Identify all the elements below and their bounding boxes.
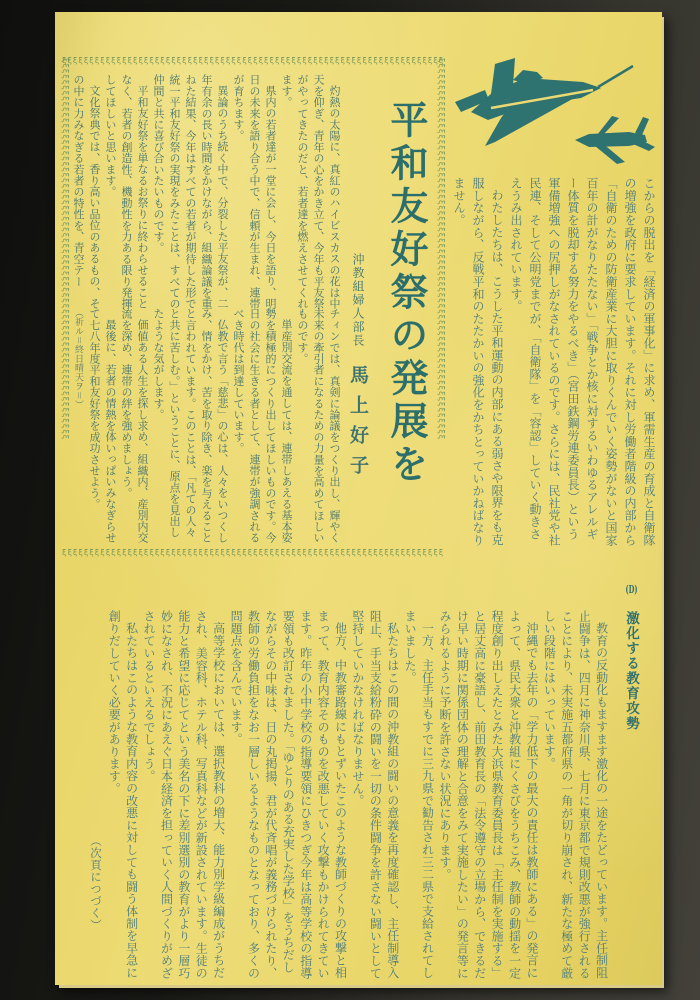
intro-text-block — [448, 177, 658, 549]
lead-text-lower — [66, 308, 342, 548]
paragraph: チィンでは、真剣に論議をつくり出し、輝やく未来の牽引者になるための力量を高めてほしいものです。 — [296, 308, 341, 544]
section-label: (D) — [625, 584, 638, 595]
section-d-block — [107, 584, 640, 984]
article-author — [345, 253, 372, 485]
paragraph: こからの脱出を「経済の軍事化」に求め、軍需生産の育成と自衛隊の増強を政府に要求しています。それに対し労働者階級の内部から「自衛のための防衛産業に大胆に取りくんでいく姿勢がないと国家百年の計がなりたたない」「戦争とか核に対するいわゆるアレルギー体質を脱却する努力をやるべき」（宮田鉄鋼労連委員長）という軍備増強への尻押しがなされているのです。さらには、民社党や社民連、そして公明党までが、「自衛隊」を「容認」していく動きさえうみ出されています。 — [509, 177, 656, 546]
swept-wing-jet-icon — [575, 116, 655, 164]
feature-box — [60, 56, 446, 558]
lead-text-upper — [66, 74, 342, 312]
paragraph: 一方、主任手当もすでに三九県で勧告され三二県で支給されてしまいました。 — [403, 610, 435, 979]
prayer-note: （祈ル＝終日晴天ヲ＝） — [73, 308, 83, 410]
paragraph: 他方、中教審路線にもとずいたこのような教師づくりの攻撃と相まって、教育内容そのものを改悪していく攻撃もかけられてきています。昨年の小中学校の指導要領にひきつぎ今年は高等学校の指導要領も改訂されました。「ゆとりのある充実した学校」をうちだしながらその中味は、日の丸掲揚、君が代斉唱が義務づけられたり、教師の労働負担をなお一層しいるようなものとなっており、多くの問題点を含んでいます。 — [229, 610, 348, 979]
fighter-jets-illustration — [443, 50, 658, 180]
continued-note: （次頁につづく） — [89, 835, 103, 931]
ornament-border-top: ξξξξξξξξξξξξξξξξξξξξξξξξξξξξξξξξξξξξξξξξξξξξξξξξξξξξξξξξξξξξξξξξξξξξξξ — [62, 56, 444, 65]
paragraph: 灼熱の太陽に、真紅のハイビスカスの花は中天を仰ぎ、青年の心をかき立て、今年も平友祭がやってきたのだと、若者達を燃えさせてくれます。 — [280, 74, 341, 310]
paragraph: 文化祭典では、香り高い品位のあるもの、その中に力みなぎる若者の特性を、青空テー — [72, 74, 101, 309]
section-heading — [622, 584, 640, 984]
paragraph: 私たちはこのような教育内容の改悪に対しても闘う体制を早急に創りだしていく必要があります。 — [107, 610, 139, 979]
paragraph: わたしたちは、こうした平和運動の内部にある弱さや限界をも克服しながら、反戦平和のたたかいの強化をかちとっていかねばなりません。 — [452, 177, 504, 546]
paragraph: 単産別交流を通しては、連帯しあえる基本姿勢を積極的につくり出してほしいものです。今日の社会に生きる者として、連帯が強調されるべき時代は到達しています。 — [232, 308, 293, 544]
delta-wing-jet-icon — [455, 58, 633, 146]
paragraph: 仏教で言う「慈悲」の心は、人々をいつくしみ、情をかけ、苦を取り除き、楽を与えることと言われています。このことは、「凡ての人々と共に苦しむ。」ということに、原点を見出したような気がします。 — [152, 308, 229, 544]
paragraph: 平和友好祭を単なるお祭りに終わらせることなく、若者の創造性、機動性を力ある限り発揮してほしいと思います。 — [104, 74, 149, 310]
section-title: 激化する教育攻勢 — [623, 611, 639, 732]
author-name: 馬上好子 — [347, 364, 369, 485]
author-role: 沖教組婦人部長 — [351, 253, 365, 348]
paragraph: 価値ある人生を探し求め、組織内、産別内交流を深め、連帯の絆を強めましょう。 — [120, 308, 149, 543]
magazine-page — [55, 12, 662, 985]
paragraph: 最後に、若者の情熱を体いっぱいみなぎらせて七八年度平和友好祭を成功させよう。 — [88, 308, 117, 543]
paragraph: 異論のうち続く中で、分裂した平友祭が、二年有余の長い時間をかけながら、組織論議を重ねた結果、今年はすべての若者が期待した形で統一平和友好祭の実現をみたことは、すべての仲間と共に喜び合いたいものです。 — [152, 74, 229, 310]
paragraph: 県内の若者達が一堂に会し、今日を語り、明日の未来を語り合う中で、信頼が生まれ、連帯が育ちます。 — [232, 74, 277, 310]
ornament-border-bottom: ξξξξξξξξξξξξξξξξξξξξξξξξξξξξξξξξξξξξξξξξξξξξξξξξξξξξξξξξξξξξξξξξξξξξξξ — [62, 548, 444, 557]
article-title: 平和友好祭の発展を — [384, 100, 429, 487]
paragraph: 沖縄でも去年の「学力低下の最大の責任は教師にある」の発言によって、県民大衆と沖教組にくさびをうちこみ、教師の動揺を一定程度創り出しえたとみた大浜県教育委員長は「主任制を実施する」と居丈高に豪語し、前田教育長の「法令遵守の立場から、できるだけ早い時期に関係団体の理解と合意をみて実施したい」の発言等にみられるように予断を許さない状況にあります。 — [437, 610, 539, 979]
paragraph: 高等学校においては、選択教科の増大、能力別学級編成がうちだされ、美容科、ホテル科、写真科などが新設されています。生徒の能力と希望に応じてという美名の下に差別選別の教育がより一層巧妙になされ、不況にあえぐ日本経済を担っていく人間づくりがめざされているといえるでしょう。 — [142, 610, 226, 979]
ornament-border-right: ξξξξξξξξξξξξξξξξξξξξξξξξξξξξξξξξξξξξξξξξξξξξξξξξξξξξξξξξξξξξξξξξξξξξξξ — [437, 58, 446, 441]
ornament-border-left: ξξξξξξξξξξξξξξξξξξξξξξξξξξξξξξξξξξξξξξξξξξξξξξξξξξξξξξξξξξξξξξξξξξξξξξ — [61, 58, 70, 441]
paragraph: 教育の反動化もますます激化の一途をたどっています。主任制阻止闘争は、四月に神奈川県、七月に東京都で規則改悪が強行されることにより、未実施五都府県の一角が切り崩され、新たな極めて厳しい段階にはいっています。 — [542, 610, 609, 979]
paragraph: 私たちはこの間の沖教組の闘いの意義を再度確認し、主任制導入阻止、手当支給粉砕の闘いを一切の条件闘争を許さない闘いとして堅持していかなければなりません。 — [350, 610, 400, 979]
